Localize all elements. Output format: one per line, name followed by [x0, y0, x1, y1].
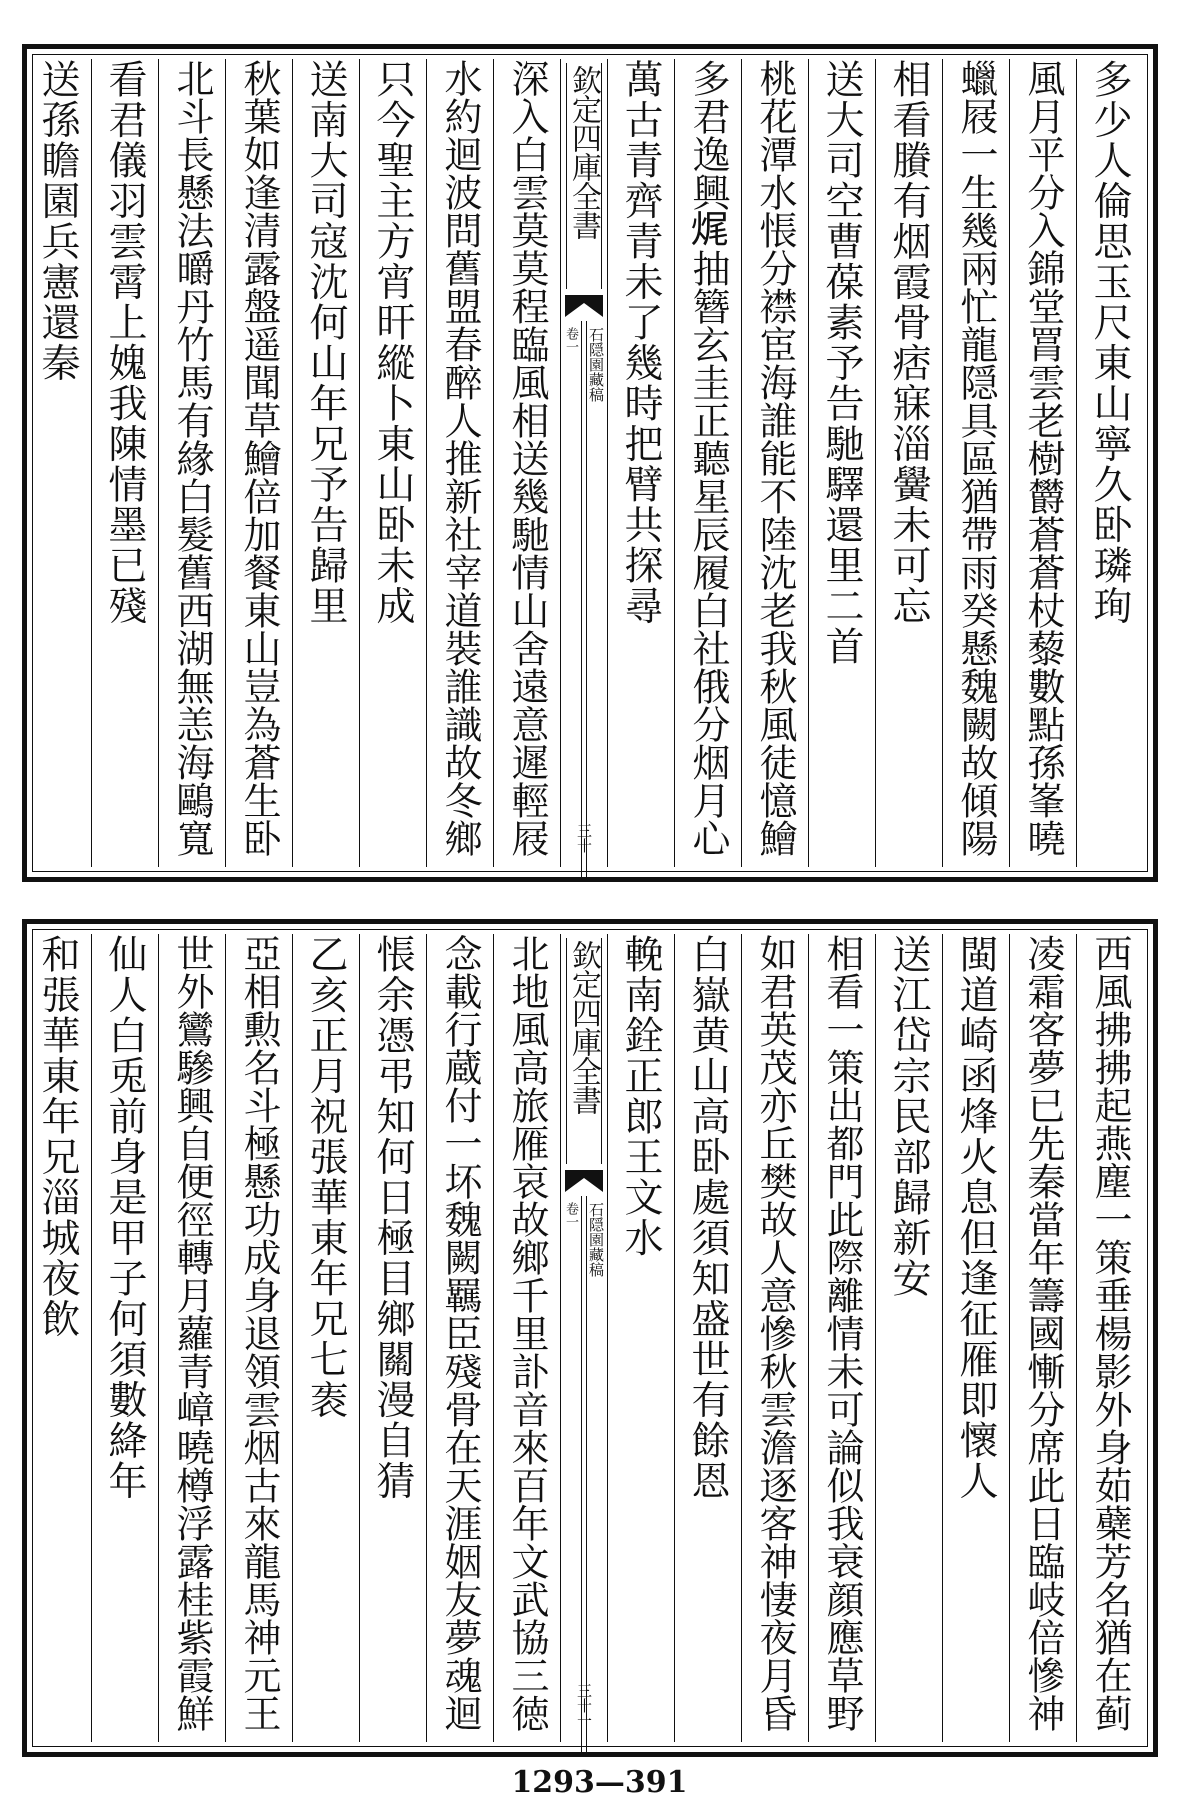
text-column — [607, 59, 674, 867]
folio-number: 三十 — [575, 823, 593, 853]
gutter-frame — [581, 1196, 587, 1756]
text-column — [426, 934, 493, 1742]
text-column — [875, 934, 942, 1742]
verse-line: 西風拂拂起燕塵一策垂楊影外身茹蘗芳名猶在蓟 — [1088, 934, 1132, 1732]
verse-line: 如君英茂亦丘樊故人意慘秋雲澹逐客神悽夜月昏 — [753, 934, 797, 1732]
verse-line: 只今聖主方宵旰縱卜東山卧未成 — [370, 59, 415, 626]
text-column — [741, 934, 808, 1742]
page-number: 1293—391 — [511, 1765, 688, 1800]
collection-title: 石隠園藏稿 — [587, 1202, 605, 1277]
verse-line: 多君逸興𤈦抽簪玄圭正聽星辰履白社俄分烟月心 — [686, 59, 730, 857]
text-column — [292, 934, 359, 1742]
text-column — [741, 59, 808, 867]
text-column — [607, 934, 674, 1742]
verse-line: 秋葉如逢清露盤遥聞草鱠倍加餐東山豈為蒼生卧 — [237, 59, 281, 857]
fish-tail-ornament-icon — [565, 1170, 603, 1192]
text-column — [493, 59, 560, 867]
verse-line: 乙亥正月祝張華東年兄七袠 — [303, 934, 348, 1420]
text-column — [91, 59, 158, 867]
page-top — [22, 44, 1158, 882]
verse-line: 仙人白兎前身是甲子何須數絳年 — [102, 934, 147, 1501]
text-column — [808, 59, 875, 867]
folio-number: 三十一 — [575, 1683, 593, 1728]
verse-line: 送孫瞻園兵憲還秦 — [35, 59, 80, 383]
text-column — [1009, 59, 1076, 867]
text-column — [24, 934, 91, 1742]
verse-line: 閩道崎函烽火息但逢征雁即懷人 — [953, 934, 998, 1501]
verse-line: 凌霜客夢已先秦當年籌國慚分席此日臨岐倍慘神 — [1021, 934, 1065, 1732]
book-title: 欽定四庫全書 — [566, 940, 601, 1114]
text-column — [1076, 934, 1143, 1742]
text-column — [158, 934, 225, 1742]
verse-line: 相看一策出都門此際離情未可論似我衰顔應草野 — [820, 934, 864, 1732]
verse-line: 北斗長懸法㬭丹竹馬有緣白髮舊西湖無恙海鷗寬 — [170, 59, 214, 857]
book-title: 欽定四庫全書 — [566, 65, 601, 239]
verse-line: 亞相勲名斗極懸功成身退領雲烟古來龍馬神元王 — [237, 934, 281, 1732]
verse-line: 世外鸞驂興自便徑轉月蘿青嶂曉樽浮露桂紫霞鮮 — [170, 934, 214, 1732]
text-column — [808, 934, 875, 1742]
text-column — [674, 59, 741, 867]
text-column — [1009, 934, 1076, 1742]
verse-line: 和張華東年兄淄城夜飲 — [35, 934, 80, 1339]
text-column — [1076, 59, 1143, 867]
text-column — [225, 59, 292, 867]
verse-line: 桃花潭水悵分襟宦海誰能不陸沈老我秋風徒憶鱠 — [753, 59, 797, 857]
verse-line: 白嶽黄山高卧處須知盛世有餘恩 — [685, 934, 730, 1501]
text-column — [91, 934, 158, 1742]
verse-line: 水約迴波問舊盟春醉人推新社宰道裝誰識故冬鄉 — [438, 59, 482, 857]
text-column — [426, 59, 493, 867]
collection-title: 石隠園藏稿 — [587, 327, 605, 402]
center-gutter — [560, 59, 607, 867]
text-column — [359, 59, 426, 867]
fish-tail-ornament-icon — [565, 295, 603, 317]
text-column — [158, 59, 225, 867]
verse-line: 風月平分入錦堂罥雲老樹欝蒼蒼杖藜數點孫峯曉 — [1021, 59, 1065, 857]
verse-line: 萬古青齊青未了幾時把臂共探尋 — [618, 59, 663, 626]
page-bottom — [22, 919, 1158, 1757]
verse-line: 北地風高旅雁哀故鄉千里訃音來百年文武協三徳 — [505, 934, 549, 1732]
verse-line: 看君儀羽雲霄上媿我陳情墨已殘 — [102, 59, 147, 626]
text-column — [359, 934, 426, 1742]
center-gutter — [560, 934, 607, 1742]
text-column — [24, 59, 91, 867]
text-column — [942, 59, 1009, 867]
verse-line: 送江岱宗民部歸新安 — [886, 934, 931, 1299]
text-column — [493, 934, 560, 1742]
text-column — [292, 59, 359, 867]
verse-line: 多少人倫思玉尺東山寧久卧璘珣 — [1087, 59, 1132, 626]
verse-line: 念載行蔵付一坏魏闕羈臣殘骨在天涯姻友夢魂迴 — [438, 934, 482, 1732]
verse-line: 輓南銓正郎王文水 — [618, 934, 663, 1258]
volume-label: 卷一 — [563, 1202, 578, 1228]
verse-line: 相看賸有烟霞骨痞寐淄黌未可忘 — [886, 59, 931, 626]
volume-label: 卷一 — [563, 327, 578, 353]
verse-line: 悵余憑弔知何日極目鄉關漫自猜 — [370, 934, 415, 1501]
text-column — [875, 59, 942, 867]
verse-line: 蠟屐一生幾兩忙龍隠具區猶帶雨癸懸魏闕故傾陽 — [954, 59, 998, 857]
verse-line: 深入白雲莫莫程臨風相送幾馳情山舍遠意遲輕屐 — [505, 59, 549, 857]
text-column — [674, 934, 741, 1742]
gutter-frame — [581, 321, 587, 881]
verse-line: 送南大司寇沈何山年兄予告歸里 — [303, 59, 348, 626]
text-column — [225, 934, 292, 1742]
verse-line: 送大司空曹葆素予告馳驛還里二首 — [819, 59, 864, 667]
text-column — [942, 934, 1009, 1742]
